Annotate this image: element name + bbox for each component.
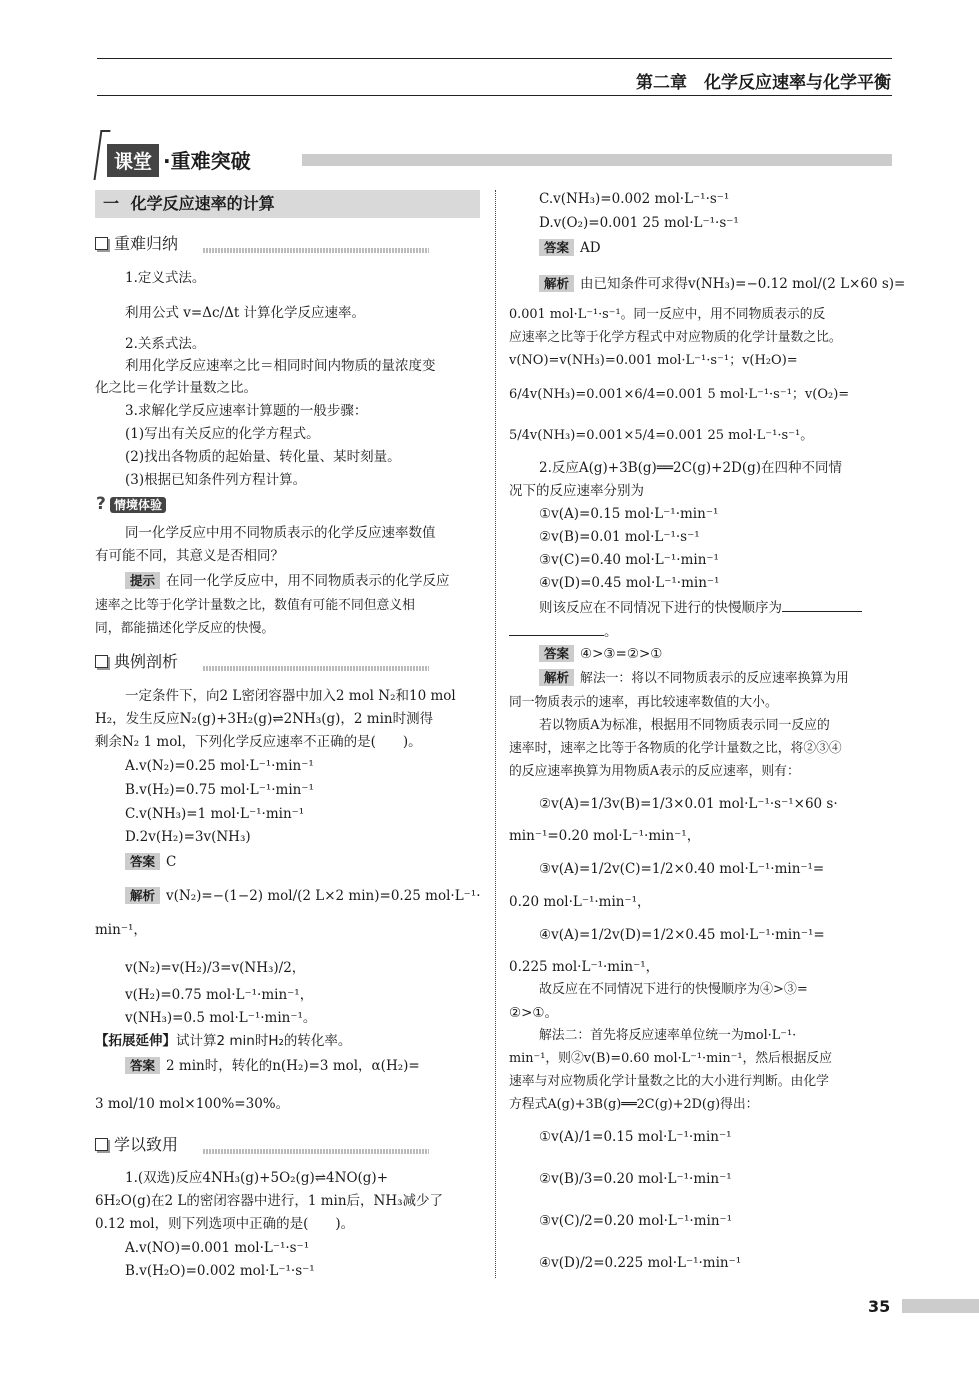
subhead-label: 重难归纳	[114, 234, 179, 253]
ratio-2: ②v(B)/3=0.20 mol·L⁻¹·min⁻¹	[539, 1171, 732, 1187]
option-a: A.v(NO)=0.001 mol·L⁻¹·s⁻¹	[125, 1240, 310, 1256]
text-line: 利用公式 v=Δc/Δt 计算化学反应速率。	[125, 305, 366, 321]
text-line: v(NH₃)=0.5 mol·L⁻¹·min⁻¹。	[125, 1010, 317, 1026]
rate-4: ④v(D)=0.45 mol·L⁻¹·min⁻¹	[539, 575, 720, 591]
rate-1: ①v(A)=0.15 mol·L⁻¹·min⁻¹	[539, 506, 719, 522]
subhead-xueyi	[95, 1134, 435, 1156]
text-line: 2.关系式法。	[125, 336, 206, 352]
subhead-label: 典例剖析	[114, 652, 179, 671]
text-line: 方程式A(g)+3B(g)══2C(g)+2D(g)得出：	[509, 1097, 759, 1112]
text-line: v(NO)=v(NH₃)=0.001 mol·L⁻¹·s⁻¹；v(H₂O)=	[509, 353, 798, 368]
text-line: 3.求解化学反应速率计算题的一般步骤：	[125, 403, 368, 419]
text-line: 一定条件下，向2 L密闭容器中加入2 mol N₂和10 mol	[125, 688, 456, 704]
analysis-label: 解析	[125, 887, 160, 904]
text-line: 0.225 mol·L⁻¹·min⁻¹，	[509, 959, 660, 975]
top-rule	[97, 58, 892, 59]
ratio-1: ①v(A)/1=0.15 mol·L⁻¹·min⁻¹	[539, 1129, 732, 1145]
answer-label: 答案	[125, 853, 160, 870]
answer-text: ④>③=②>①	[580, 646, 663, 662]
option-c: C.v(NH₃)=1 mol·L⁻¹·min⁻¹	[125, 806, 305, 822]
column-divider	[495, 190, 496, 1278]
option-c: C.v(NH₃)=0.002 mol·L⁻¹·s⁻¹	[539, 191, 730, 207]
text-line: 0.12 mol，则下列选项中正确的是( )。	[95, 1216, 355, 1232]
ratio-3: ③v(C)/2=0.20 mol·L⁻¹·min⁻¹	[539, 1213, 733, 1229]
answer-blank	[782, 597, 862, 612]
text-line: ②>①。	[509, 1005, 559, 1021]
text-line: 5/4v(NH₃)=0.001×5/4=0.001 25 mol·L⁻¹·s⁻¹。	[509, 428, 814, 443]
text-line: 故反应在不同情况下进行的快慢顺序为④>③=	[539, 982, 808, 997]
answer-line	[539, 644, 662, 664]
text-line: 3 mol/10 mol×100%=30%。	[95, 1096, 290, 1112]
analysis-text: 由已知条件可求得v(NH₃)=−0.12 mol/(2 L×60 s)=	[580, 276, 906, 292]
text-line: ④v(A)=1/2v(D)=1/2×0.45 mol·L⁻¹·min⁻¹=	[539, 927, 825, 943]
text-line: 2.反应A(g)+3B(g)══2C(g)+2D(g)在四种不同情	[539, 460, 843, 476]
text-line: 速率之比等于化学计量数之比，数值有可能不同但意义相	[95, 598, 415, 613]
analysis-text: v(N₂)=−(1−2) mol/(2 L×2 min)=0.25 mol·L⁻¹·	[166, 888, 481, 904]
question-line	[539, 597, 862, 618]
subhead-box-icon	[95, 1138, 108, 1151]
text-line: v(H₂)=0.75 mol·L⁻¹·min⁻¹，	[125, 987, 314, 1003]
text-line: 6/4v(NH₃)=0.001×6/4=0.001 5 mol·L⁻¹·s⁻¹；v(O₂)=	[509, 387, 850, 402]
text-line: (1)写出有关反应的化学方程式。	[125, 426, 320, 442]
subhead-rule	[203, 1149, 429, 1154]
text-line: 利用化学反应速率之比＝相同时间内物质的量浓度变	[125, 358, 436, 374]
ratio-4: ④v(D)/2=0.225 mol·L⁻¹·min⁻¹	[539, 1255, 742, 1271]
analysis-line	[539, 669, 849, 689]
text-line: 若以物质A为标准，根据用不同物质表示同一反应的	[539, 718, 830, 733]
text-line: 0.001 mol·L⁻¹·s⁻¹。同一反应中，用不同物质表示的反	[509, 307, 826, 322]
subhead-rule	[203, 248, 429, 253]
text-line: 速率时，速率之比等于各物质的化学计量数之比，将②③④	[509, 741, 842, 756]
answer-label: 答案	[539, 645, 574, 662]
banner-tag: 课堂	[107, 144, 159, 177]
subhead-label: 学以致用	[114, 1135, 179, 1154]
text-line: 的反应速率换算为用物质A表示的反应速率，则有：	[509, 764, 800, 779]
extension-line	[95, 1031, 351, 1051]
text-line: min⁻¹，则②v(B)=0.60 mol·L⁻¹·min⁻¹，然后根据反应	[509, 1051, 833, 1066]
subhead-box-icon	[95, 237, 108, 250]
hint-line	[125, 571, 450, 591]
scenario-label	[96, 494, 166, 514]
text-line: 同，都能描述化学反应的快慢。	[95, 621, 275, 636]
page-bar	[902, 1299, 979, 1313]
text-line: 6H₂O(g)在2 L的密闭容器中进行，1 min后，NH₃减少了	[95, 1193, 444, 1209]
text-line: 剩余N₂ 1 mol，下列化学反应速率不正确的是( )。	[95, 734, 422, 750]
scenario-tag: 情境体验	[110, 497, 166, 513]
text-line: 0.20 mol·L⁻¹·min⁻¹，	[509, 894, 651, 910]
subhead-rule	[203, 666, 429, 671]
text-line: 应速率之比等于化学方程式中对应物质的化学计量数之比。	[509, 330, 842, 345]
answer-line	[539, 238, 601, 258]
answer-text: C	[166, 854, 177, 870]
text-line: min⁻¹=0.20 mol·L⁻¹·min⁻¹，	[509, 828, 701, 844]
analysis-line	[539, 274, 905, 294]
option-b: B.v(H₂O)=0.002 mol·L⁻¹·s⁻¹	[125, 1263, 315, 1279]
hint-text: 在同一化学反应中，用不同物质表示的化学反应	[166, 573, 450, 589]
answer-text: AD	[580, 240, 601, 256]
text-line: 解法二：首先将反应速率单位统一为mol·L⁻¹·	[539, 1028, 797, 1043]
subhead-dianli	[95, 651, 435, 673]
text-line: 化之比＝化学计量数之比。	[95, 380, 257, 396]
option-d: D.v(O₂)=0.001 25 mol·L⁻¹·s⁻¹	[539, 215, 739, 231]
question-text: 则该反应在不同情况下进行的快慢顺序为	[539, 600, 782, 616]
rate-2: ②v(B)=0.01 mol·L⁻¹·s⁻¹	[539, 529, 700, 545]
banner-title: ·重难突破	[163, 149, 251, 173]
rate-3: ③v(C)=0.40 mol·L⁻¹·min⁻¹	[539, 552, 719, 568]
text-line: H₂，发生反应N₂(g)+3H₂(g)⇌2NH₃(g)，2 min时测得	[95, 711, 434, 727]
page-number: 35	[868, 1297, 891, 1316]
answer-label: 答案	[125, 1057, 160, 1074]
section-heading	[95, 190, 480, 218]
option-b: B.v(H₂)=0.75 mol·L⁻¹·min⁻¹	[125, 782, 314, 798]
answer-line	[125, 852, 176, 872]
answer-line	[125, 1056, 420, 1076]
section-number: 一	[103, 194, 120, 213]
text-line: v(N₂)=v(H₂)/3=v(NH₃)/2，	[125, 960, 306, 976]
text-line: (3)根据已知条件列方程计算。	[125, 472, 307, 488]
analysis-text: 解法一：将以不同物质表示的反应速率换算为用	[580, 671, 849, 686]
text-line: (2)找出各物质的起始量、转化量、某时刻量。	[125, 449, 401, 465]
section-banner	[97, 130, 892, 180]
option-d: D.2v(H₂)=3v(NH₃)	[125, 829, 251, 845]
answer-label: 答案	[539, 239, 574, 256]
text-line: ③v(A)=1/2v(C)=1/2×0.40 mol·L⁻¹·min⁻¹=	[539, 861, 825, 877]
text-line: 同一化学反应中用不同物质表示的化学反应速率数值	[125, 525, 436, 541]
extension-label: 【拓展延伸】	[95, 1033, 176, 1049]
text-line: ②v(A)=1/3v(B)=1/3×0.01 mol·L⁻¹·s⁻¹×60 s·	[539, 796, 838, 812]
answer-text: 2 min时，转化的n(H₂)=3 mol，α(H₂)=	[166, 1058, 420, 1074]
analysis-line	[125, 886, 481, 906]
analysis-label: 解析	[539, 669, 574, 686]
text-line: 同一物质表示的速率，再比较速率数值的大小。	[509, 695, 778, 710]
period: 。	[604, 624, 618, 640]
text-line: 况下的反应速率分别为	[509, 483, 644, 499]
hint-label: 提示	[125, 572, 160, 589]
chapter-title: 第二章 化学反应速率与化学平衡	[636, 73, 891, 93]
banner-bar	[302, 154, 892, 166]
text-line: 1.(双选)反应4NH₃(g)+5O₂(g)⇌4NO(g)+	[125, 1170, 388, 1186]
text-line: 1.定义式法。	[125, 270, 206, 286]
blank-line	[509, 621, 618, 642]
subhead-zhongnan	[95, 233, 435, 255]
extension-text: 试计算2 min时H₂的转化率。	[176, 1033, 352, 1049]
analysis-label: 解析	[539, 275, 574, 292]
subhead-box-icon	[95, 655, 108, 668]
text-line: 有可能不同，其意义是否相同？	[95, 548, 284, 564]
question-icon: ?	[96, 494, 106, 514]
answer-blank	[509, 621, 604, 636]
text-line: 速率与对应物质化学计量数之比的大小进行判断。由化学	[509, 1074, 829, 1089]
text-line: min⁻¹，	[95, 922, 147, 938]
header-rule	[97, 95, 892, 96]
section-title: 化学反应速率的计算	[130, 194, 275, 213]
option-a: A.v(N₂)=0.25 mol·L⁻¹·min⁻¹	[125, 758, 314, 774]
